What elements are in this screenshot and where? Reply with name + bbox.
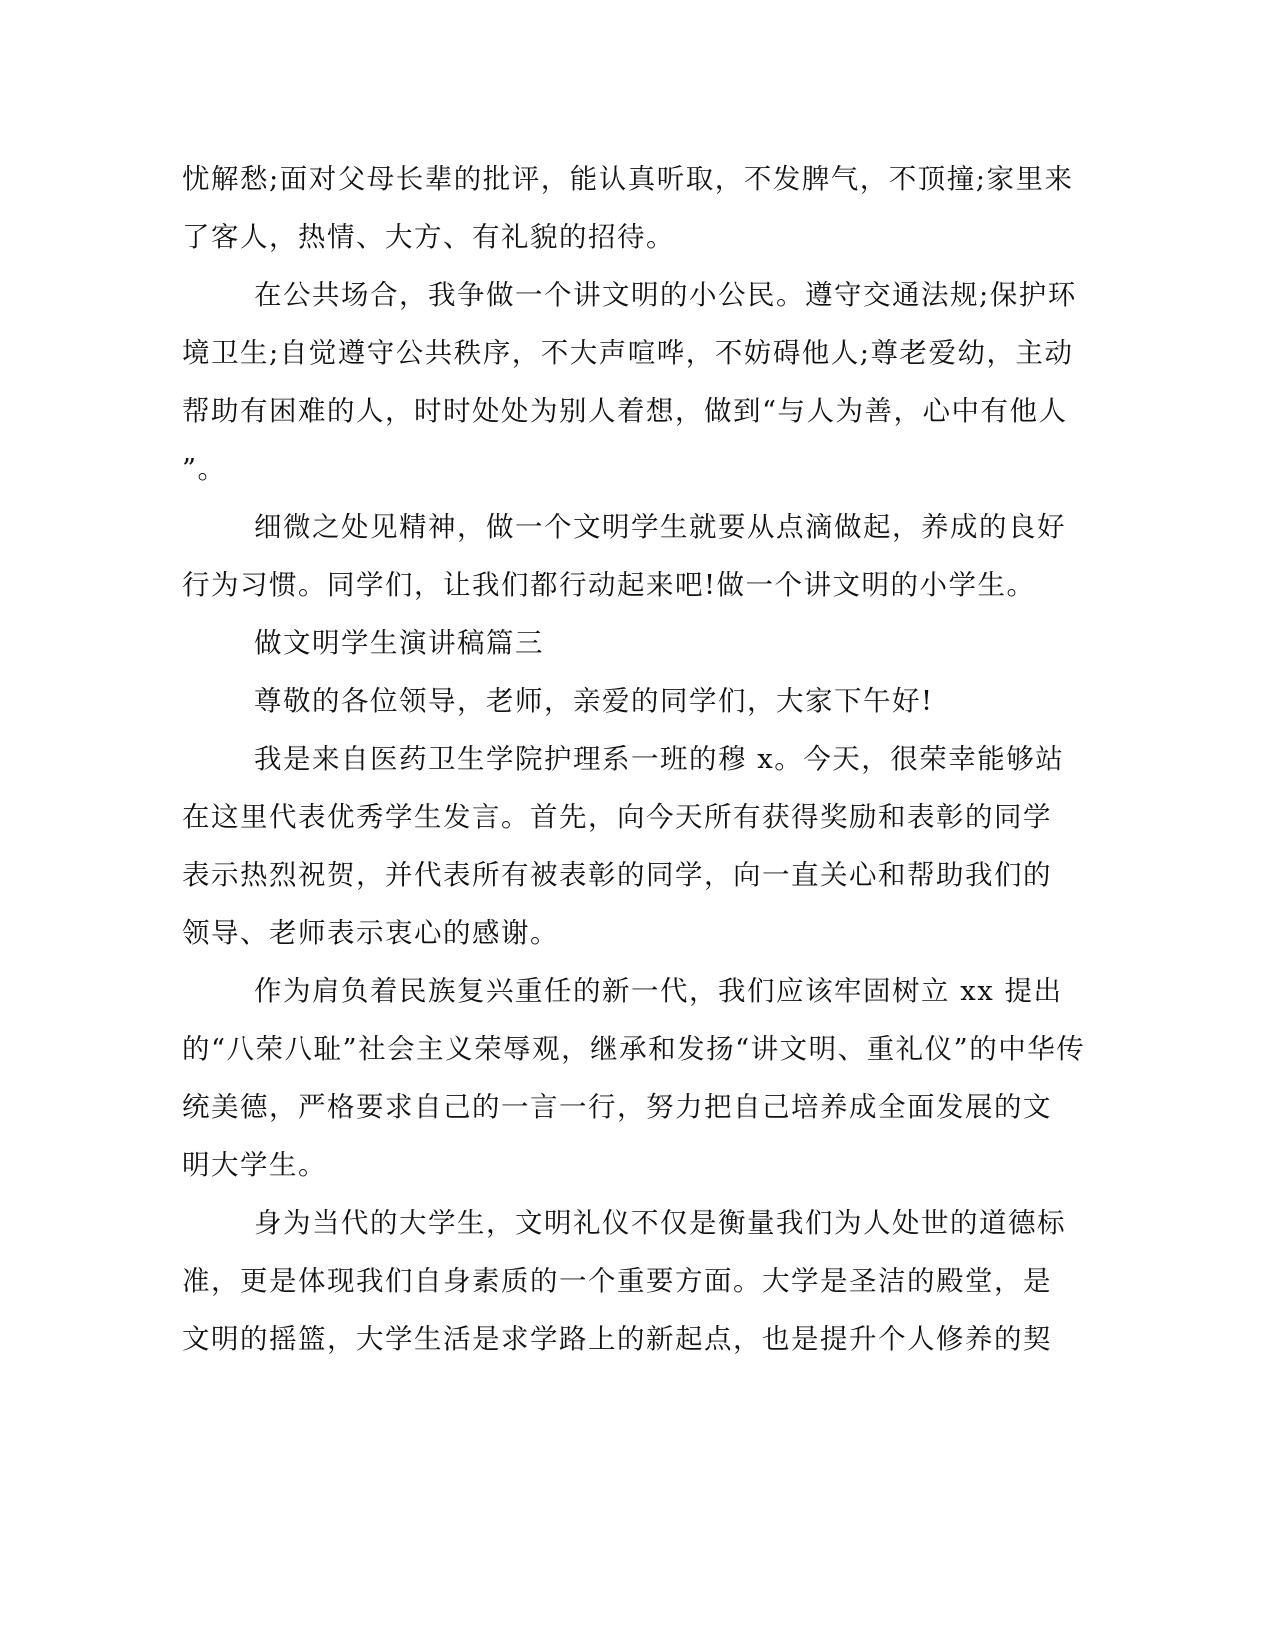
text-line: 尊敬的各位领导，老师，亲爱的同学们，大家下午好!	[254, 685, 934, 717]
text-line: 我是来自医药卫生学院护理系一班的穆 x。今天，很荣幸能够站	[254, 743, 1065, 775]
text-line: 的“八荣八耻”社会主义荣辱观，继承和发扬“讲文明、重礼仪”的中华传	[182, 1033, 1086, 1065]
text-line: 境卫生;自觉遵守公共秩序，不大声喧哗，不妨碍他人;尊老爱幼，主动	[182, 337, 1074, 369]
text-line: 表示热烈祝贺，并代表所有被表彰的同学，向一直关心和帮助我们的	[182, 859, 1052, 891]
text-line: 了客人，热情、大方、有礼貌的招待。	[182, 221, 675, 253]
text-line: 明大学生。	[182, 1149, 327, 1181]
text-line: 文明的摇篮，大学生活是求学路上的新起点，也是提升个人修养的契	[182, 1323, 1052, 1355]
text-line: 统美德，严格要求自己的一言一行，努力把自己培养成全面发展的文	[182, 1091, 1052, 1123]
text-line: ”。	[182, 453, 227, 485]
text-line: 身为当代的大学生，文明礼仪不仅是衡量我们为人处世的道德标	[254, 1207, 1066, 1239]
text-line: 在这里代表优秀学生发言。首先，向今天所有获得奖励和表彰的同学	[182, 801, 1052, 833]
text-line: 准，更是体现我们自身素质的一个重要方面。大学是圣洁的殿堂，是	[182, 1265, 1052, 1297]
text-line: 领导、老师表示衷心的感谢。	[182, 917, 559, 949]
text-line: 行为习惯。同学们，让我们都行动起来吧!做一个讲文明的小学生。	[182, 569, 1036, 601]
text-line: 在公共场合，我争做一个讲文明的小公民。遵守交通法规;保护环	[254, 279, 1077, 311]
text-line: 细微之处见精神，做一个文明学生就要从点滴做起，养成的良好	[254, 511, 1066, 543]
speech-text	[182, 150, 1086, 1368]
text-line: 作为肩负着民族复兴重任的新一代，我们应该牢固树立 xx 提出	[254, 975, 1063, 1007]
text-line: 帮助有困难的人，时时处处为别人着想，做到“与人为善，心中有他人	[182, 395, 1068, 427]
section-heading: 做文明学生演讲稿篇三	[254, 627, 544, 659]
text-line: 忧解愁;面对父母长辈的批评，能认真听取，不发脾气，不顶撞;家里来	[182, 163, 1074, 195]
